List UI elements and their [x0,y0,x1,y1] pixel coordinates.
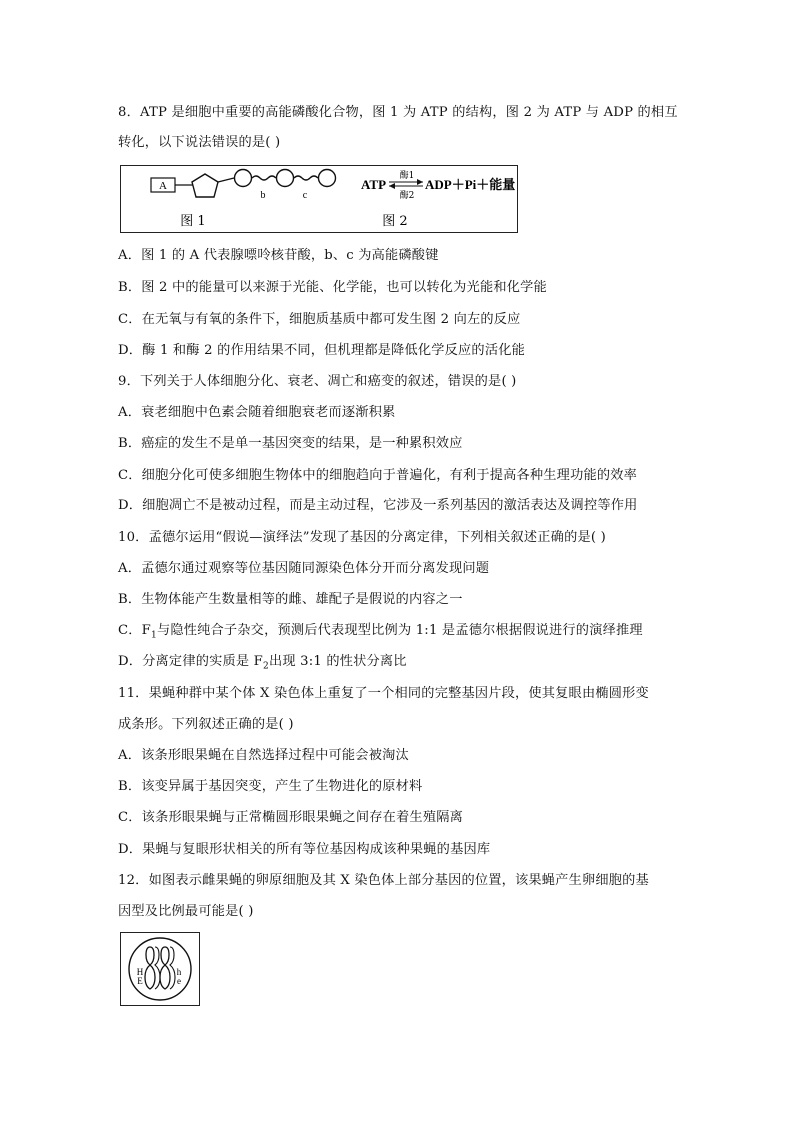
q9-option-d: D．细胞凋亡不是被动过程，而是主动过程，它涉及一系列基因的激活表达及调控等作用 [118,498,638,513]
q9-stem: 9．下列关于人体细胞分化、衰老、凋亡和癌变的叙述，错误的是( ) [118,374,517,389]
q11-option-b: B．该变异属于基因突变，产生了生物进化的原材料 [118,779,423,794]
x-chromatid-right [170,947,175,989]
atp-figure-box [120,165,518,233]
q10-option-d [118,653,407,676]
bond-c-label: c [302,190,308,201]
q8-option-a: A．图 1 的 A 代表腺嘌呤核苷酸，b、c 为高能磷酸键 [118,248,439,263]
oogonium-figure-box [120,932,200,1006]
phosphate-circle-2 [277,170,294,187]
ribose-pentagon [192,174,218,197]
q10-option-d-pre: D．分离定律的实质是 F [118,654,264,669]
q10-option-d-sub: 2 [263,661,269,672]
q9-option-a: A．衰老细胞中色素会随着细胞衰老而逐渐积累 [118,405,396,420]
phosphate-circle-3 [319,170,336,187]
gene-E-label: E [137,976,143,986]
q11-stem-line1: 11．果蝇种群中某个体 X 染色体上重复了一个相同的完整基因片段，使其复眼由椭圆形变 [118,686,649,701]
figure1-caption: 图 1 [180,214,206,229]
products-text: ADP＋Pi＋能量 [425,177,516,192]
q8-stem-line2: 转化，以下说法错误的是( ) [118,135,281,150]
atp-text: ATP [361,177,387,192]
x-chromosome-right [160,947,170,989]
q11-stem-line2: 成条形。下列叙述正确的是( ) [118,717,294,732]
q10-stem: 10．孟德尔运用“假说—演绎法”发现了基因的分离定律，下列相关叙述正确的是( ) [118,530,606,545]
adenine-label: A [159,180,167,192]
q10-option-c [118,622,643,645]
gene-H-label: H [136,967,144,977]
q9-option-b: B．癌症的发生不是单一基因突变的结果，是一种累积效应 [118,436,463,451]
gene-e-label: e [177,976,181,986]
q10-option-c-sub: 1 [151,630,157,641]
q10-option-c-pre: C．F [118,623,152,638]
q8-option-b: B．图 2 中的能量可以来源于光能、化学能，也可以转化为光能和化学能 [118,280,547,295]
oogonium-figure-svg [121,933,199,1005]
x-chromatid-left [155,947,160,989]
q9-option-c: C．细胞分化可使多细胞生物体中的细胞趋向于普遍化，有利于提高各种生理功能的效率 [118,468,638,483]
gene-h-label: h [176,967,182,977]
q10-option-a: A．孟德尔通过观察等位基因随同源染色体分开而分离发现问题 [118,561,490,576]
bond-b-label: b [260,190,266,201]
q12-stem-line2: 因型及比例最可能是( ) [118,904,254,919]
q11-option-d: D．果蝇与复眼形状相关的所有等位基因构成该种果蝇的基因库 [118,842,491,857]
phosphate-circle-1 [235,170,252,187]
x-chromosome-left [145,947,155,989]
enzyme1-label: 酶1 [399,171,415,181]
q8-option-c: C．在无氧与有氧的条件下，细胞质基质中都可发生图 2 向左的反应 [118,312,521,327]
q10-option-d-post: 出现 3:1 的性状分离比 [268,654,407,669]
q10-option-c-post: 与隐性纯合子杂交，预测后代表现型比例为 1:1 是孟德尔根据假说进行的演绎推理 [156,623,643,638]
figure2-caption: 图 2 [382,214,408,229]
q8-stem-line1: 8．ATP 是细胞中重要的高能磷酸化合物，图 1 为 ATP 的结构，图 2 为 ATP 与 ADP 的相互 [118,105,678,120]
q8-option-d: D．酶 1 和酶 2 的作用结果不同，但机理都是降低化学反应的活化能 [118,343,525,358]
atp-figure-svg [121,166,517,232]
enzyme2-label: 酶2 [399,191,415,201]
high-energy-bond-c [294,176,318,180]
q12-stem-line1: 12．如图表示雌果蝇的卵原细胞及其 X 染色体上部分基因的位置，该果蝇产生卵细胞的基 [118,873,649,888]
q10-option-b: B．生物体能产生数量相等的雌、雄配子是假说的内容之一 [118,592,463,607]
q11-option-c: C．该条形眼果蝇与正常椭圆形眼果蝇之间存在着生殖隔离 [118,810,463,825]
q11-option-a: A．该条形眼果蝇在自然选择过程中可能会被淘汰 [118,748,409,763]
high-energy-bond-b [252,176,276,180]
